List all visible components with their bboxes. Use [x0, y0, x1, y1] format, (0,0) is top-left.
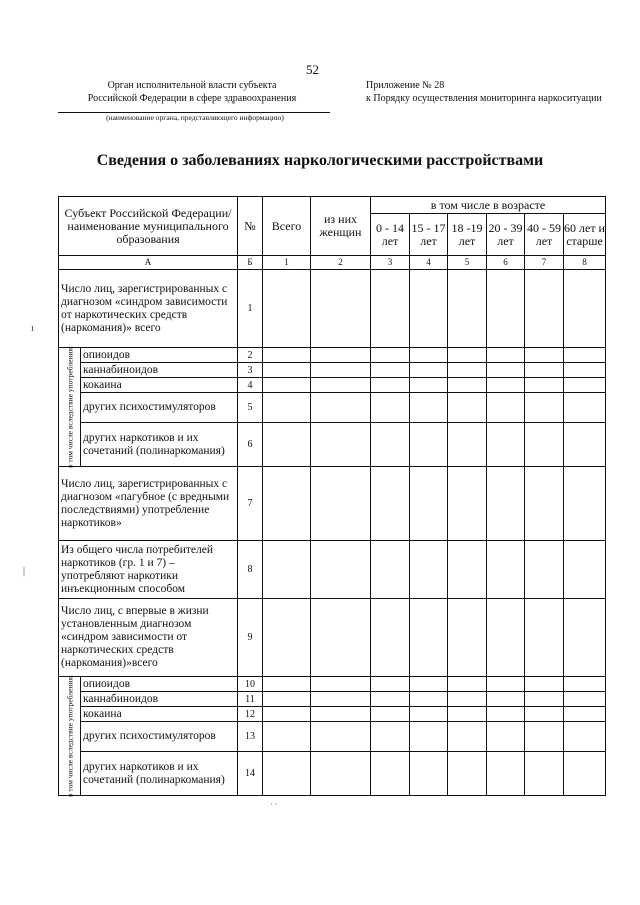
- header-subject: Субъект Российской Федерации/ наименование муниципального образования: [59, 197, 238, 256]
- appendix-header: [366, 79, 636, 105]
- header-women: из них женщин: [311, 197, 371, 256]
- drug-disorders-table: [58, 196, 606, 796]
- table-row: кокаина 12: [59, 707, 606, 722]
- page-number: 52: [306, 62, 319, 77]
- document-title: Сведения о заболеваниях наркологическими расстройствами: [96, 152, 544, 169]
- organization-caption: (наименование органа, представляющего информацию): [106, 113, 284, 122]
- table-row: Число лиц, с впервые в жизни установленным диагнозом «синдром зависимости от наркотических средств (наркомания)»всего 9: [59, 599, 606, 677]
- header-age-18-19: 18 -19 лет: [448, 214, 487, 256]
- header-number: №: [238, 197, 263, 256]
- header-age-15-17: 15 - 17 лет: [410, 214, 448, 256]
- header-age-40-59: 40 - 59 лет: [525, 214, 564, 256]
- scan-mark: |: [23, 566, 26, 577]
- scan-mark: · ·: [270, 800, 278, 809]
- table-row: Число лиц, зарегистрированных с диагнозом «синдром зависимости от наркотических средств (наркомания)» всего 1: [59, 270, 606, 348]
- table-row: Из общего числа потребителей наркотиков (гр. 1 и 7) – употребляют наркотики инъекционным способом 8: [59, 541, 606, 599]
- header-age-60-plus: 60 лет и старше: [564, 214, 606, 256]
- organization-line-1: Орган исполнительной власти субъекта: [107, 80, 277, 91]
- table-row: каннабиноидов 11: [59, 692, 606, 707]
- side-label-group-2: в том числе вследствие употребления:: [59, 677, 81, 796]
- table-row: других наркотиков и их сочетаний (полинаркомания) 6: [59, 423, 606, 467]
- scan-mark: ı: [31, 323, 34, 334]
- appendix-line-1: Приложение № 28: [366, 80, 445, 91]
- table-row: каннабиноидов 3: [59, 363, 606, 378]
- table-row: других психостимуляторов 13: [59, 722, 606, 752]
- header-total: Всего: [263, 197, 311, 256]
- header-age-20-39: 20 - 39 лет: [487, 214, 525, 256]
- organization-line-2: Российской Федерации в сфере здравоохранения: [87, 93, 297, 104]
- side-label-group-1: в том числе вследствие употребления:: [59, 348, 81, 467]
- table-row: в том числе вследствие употребления: опиоидов 2: [59, 348, 606, 363]
- appendix-line-2: к Порядку осуществления мониторинга наркоситуации: [366, 93, 602, 104]
- table-row: Число лиц, зарегистрированных с диагнозом «пагубное (с вредными последствиями) употребление наркотиков» 7: [59, 467, 606, 541]
- index-row: А Б 1 2 3 4 5 6 7 8: [59, 256, 606, 270]
- organization-header: [72, 79, 312, 105]
- header-age-0-14: 0 - 14 лет: [371, 214, 410, 256]
- table-row: других наркотиков и их сочетаний (полинаркомания) 14: [59, 752, 606, 796]
- header-age-group: в том числе в возрасте: [371, 197, 606, 214]
- table-row: других психостимуляторов 5: [59, 393, 606, 423]
- table-row: кокаина 4: [59, 378, 606, 393]
- table-row: в том числе вследствие употребления: опиоидов 10: [59, 677, 606, 692]
